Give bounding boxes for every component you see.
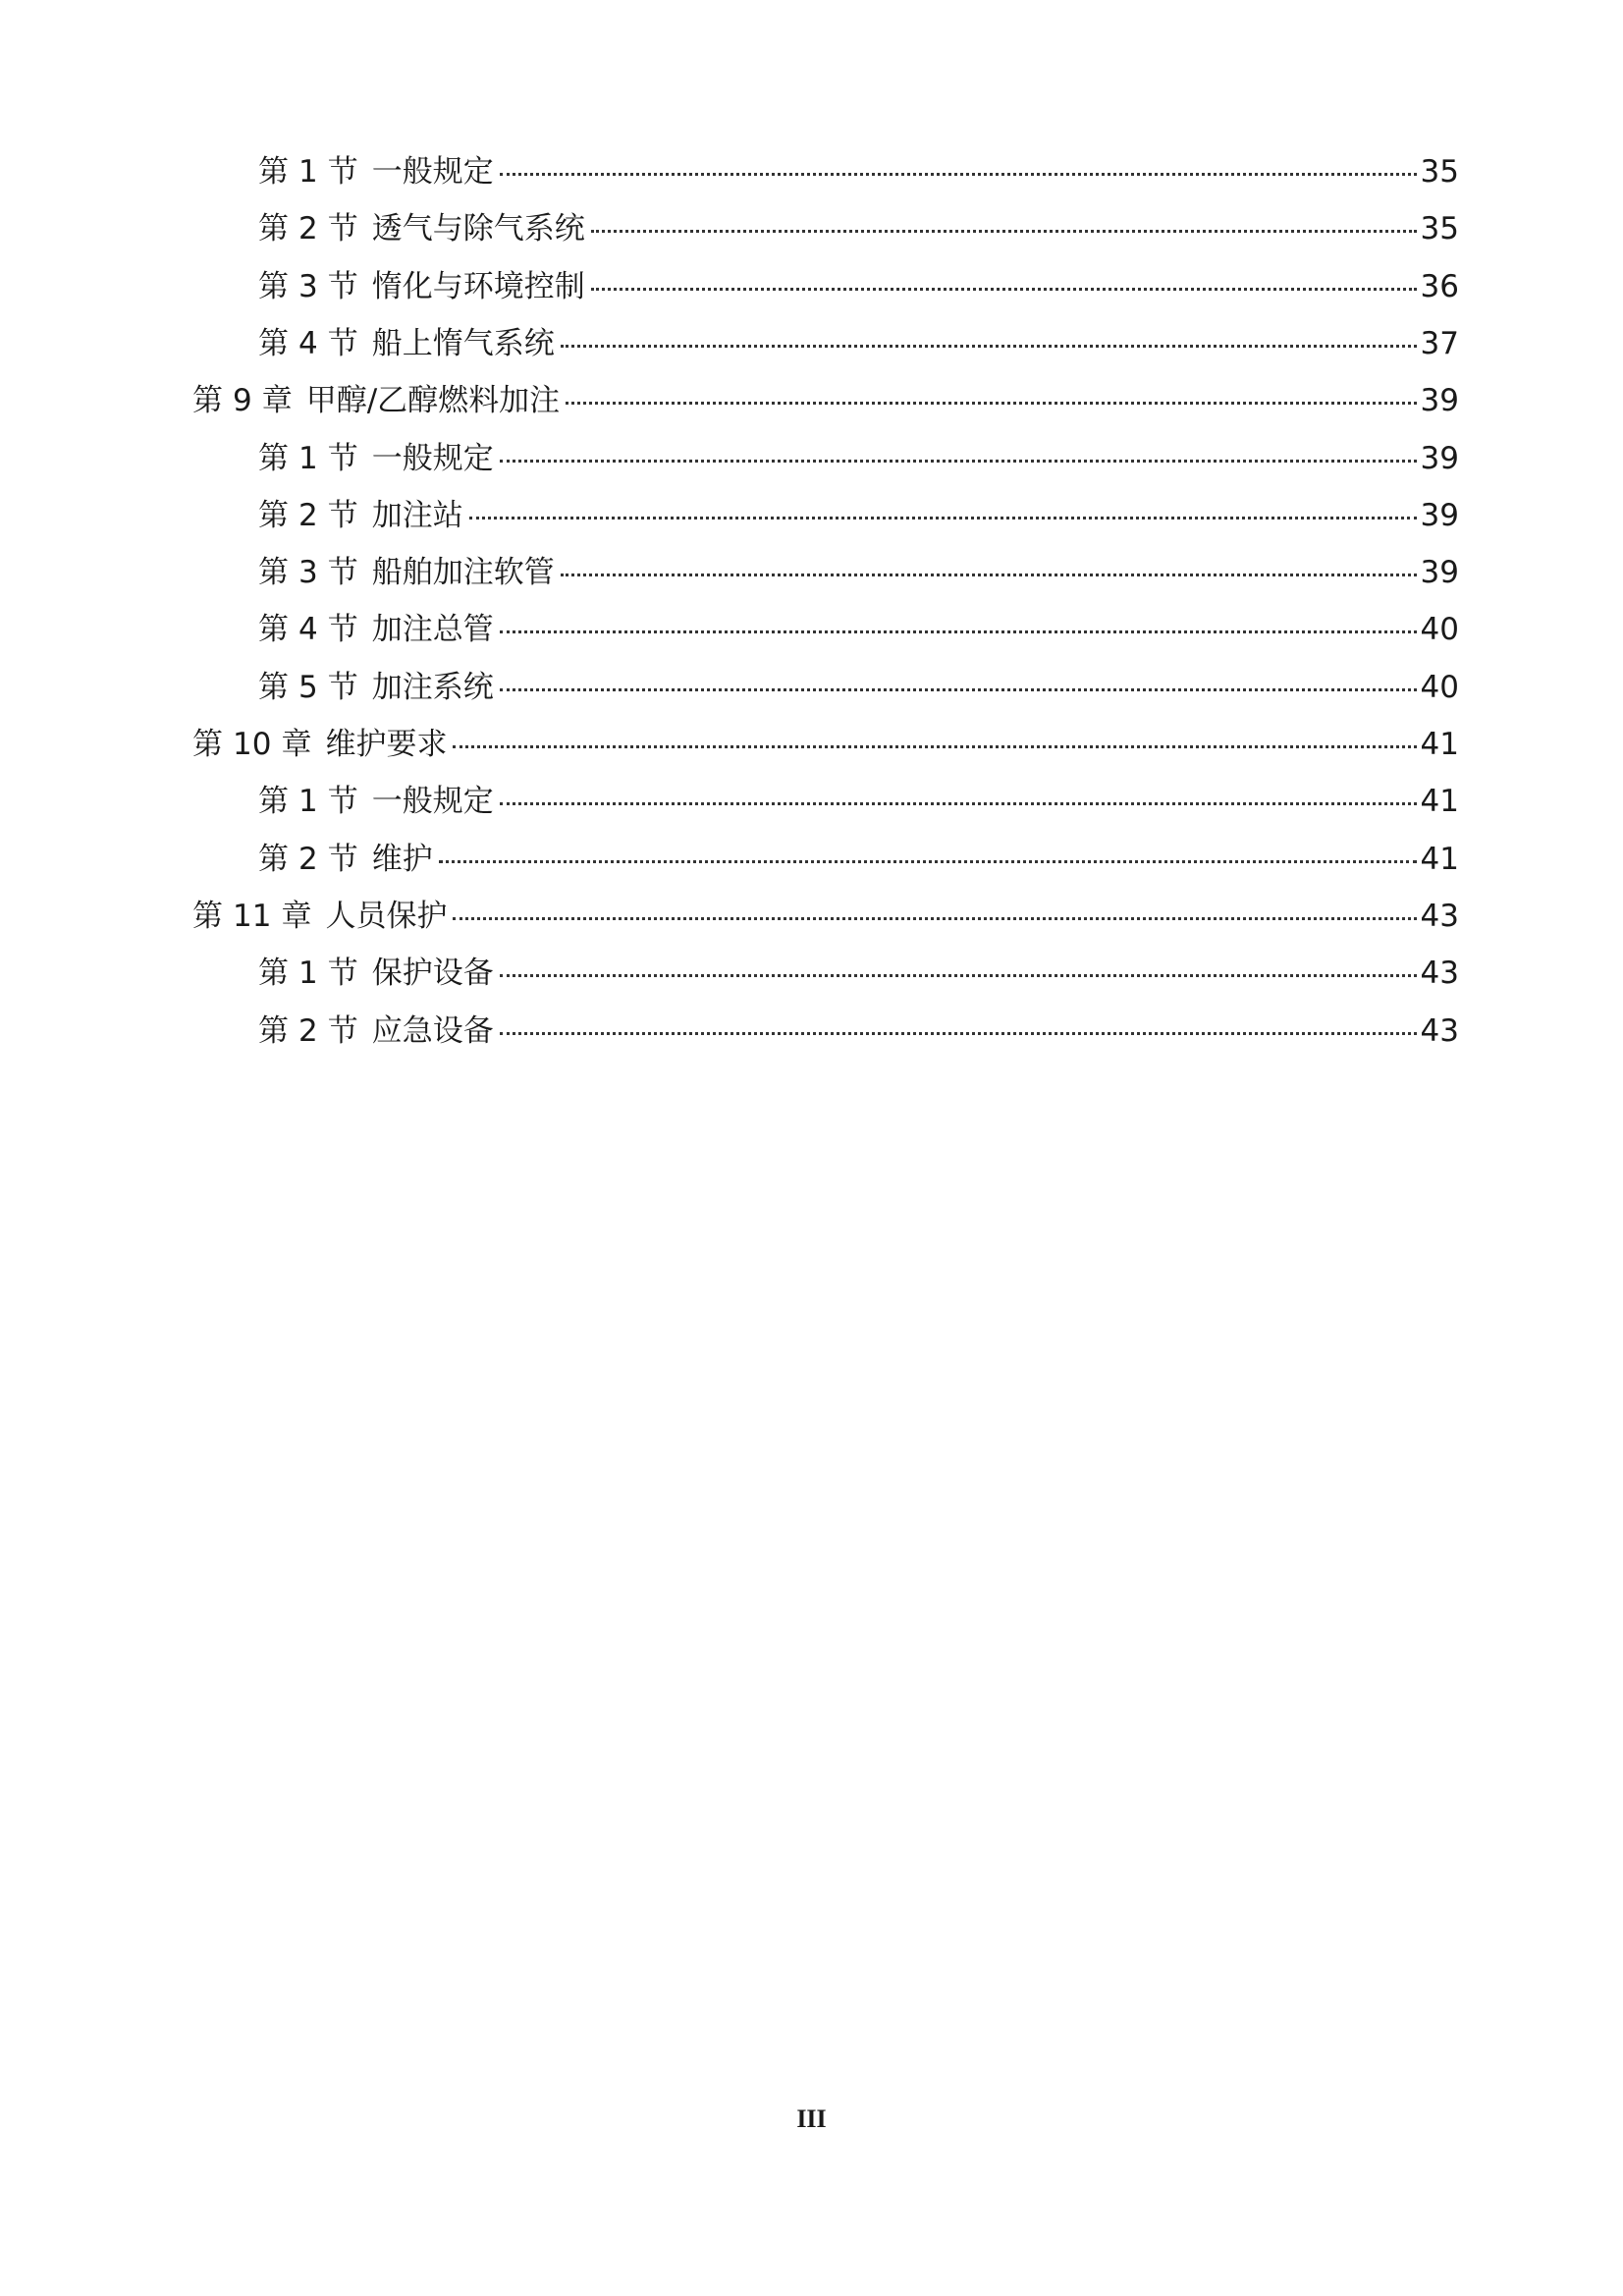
toc-entry-prefix: 第 [258, 441, 289, 476]
toc-section-entry[interactable] [258, 496, 1459, 535]
toc-entry-page: 41 [1420, 727, 1459, 762]
toc-entry-prefix: 第 [258, 555, 289, 590]
toc-entry-number: 3 [298, 269, 318, 304]
toc-entry-page: 36 [1420, 269, 1459, 304]
toc-entry-suffix: 节 [327, 1013, 358, 1049]
toc-entry-label [258, 840, 433, 879]
toc-dot-leader [500, 802, 1417, 805]
toc-entry-title: 惰化与环境控制 [371, 269, 585, 304]
toc-entry-number: 1 [298, 956, 318, 991]
toc-entry-title: 一般规定 [371, 441, 494, 476]
toc-entry-prefix: 第 [258, 269, 289, 304]
toc-entry-label [258, 496, 463, 535]
toc-entry-label [258, 553, 555, 592]
toc-dot-leader [469, 517, 1417, 519]
toc-entry-page: 41 [1420, 842, 1459, 877]
toc-section-entry[interactable] [258, 553, 1459, 592]
toc-entry-number: 2 [298, 211, 318, 246]
toc-chapter-entry[interactable] [192, 897, 1459, 936]
toc-entry-suffix: 章 [281, 899, 312, 934]
toc-entry-title: 保护设备 [371, 956, 494, 991]
toc-dot-leader [500, 1032, 1417, 1035]
toc-entry-suffix: 节 [327, 670, 358, 705]
toc-entry-number: 5 [298, 670, 318, 705]
toc-entry-page: 43 [1420, 899, 1459, 934]
toc-entry-label [258, 610, 494, 649]
toc-entry-label [258, 1011, 494, 1051]
toc-dot-leader [500, 460, 1417, 463]
toc-entry-label [258, 267, 585, 306]
toc-entry-suffix: 节 [327, 498, 358, 533]
toc-entry-label [192, 725, 447, 764]
toc-dot-leader [453, 745, 1416, 748]
toc-entry-prefix: 第 [258, 842, 289, 877]
toc-entry-page: 39 [1420, 555, 1459, 590]
toc-dot-leader [500, 974, 1417, 977]
toc-entry-suffix: 节 [327, 269, 358, 304]
toc-entry-title: 应急设备 [371, 1013, 494, 1049]
toc-section-entry[interactable] [258, 267, 1459, 306]
page-number: III [796, 2105, 827, 2133]
toc-entry-prefix: 第 [258, 326, 289, 361]
toc-section-entry[interactable] [258, 1011, 1459, 1051]
toc-entry-title: 一般规定 [371, 784, 494, 819]
toc-entry-suffix: 节 [327, 612, 358, 647]
toc-entry-suffix: 节 [327, 211, 358, 246]
toc-dot-leader [500, 630, 1417, 633]
toc-entry-prefix: 第 [192, 899, 223, 934]
toc-dot-leader [591, 230, 1417, 233]
toc-section-entry[interactable] [258, 668, 1459, 707]
toc-entry-label [258, 152, 494, 191]
toc-section-entry[interactable] [258, 209, 1459, 248]
toc-section-entry[interactable] [258, 324, 1459, 363]
toc-entry-prefix: 第 [258, 612, 289, 647]
toc-entry-label [192, 897, 447, 936]
toc-section-entry[interactable] [258, 439, 1459, 478]
toc-entry-number: 4 [298, 326, 318, 361]
toc-entry-page: 39 [1420, 498, 1459, 533]
toc-section-entry[interactable] [258, 152, 1459, 191]
toc-entry-number: 9 [233, 383, 252, 418]
toc-entry-number: 11 [233, 899, 272, 934]
toc-entry-suffix: 节 [327, 441, 358, 476]
toc-entry-prefix: 第 [258, 211, 289, 246]
toc-entry-title: 船上惰气系统 [371, 326, 555, 361]
toc-dot-leader [500, 173, 1417, 176]
toc-chapter-entry[interactable] [192, 381, 1459, 420]
toc-dot-leader [453, 917, 1416, 920]
toc-entry-prefix: 第 [258, 956, 289, 991]
toc-entry-label [258, 209, 585, 248]
toc-section-entry[interactable] [258, 954, 1459, 993]
toc-entry-number: 2 [298, 842, 318, 877]
toc-entry-suffix: 节 [327, 555, 358, 590]
toc-dot-leader [439, 860, 1417, 863]
toc-entry-page: 37 [1420, 326, 1459, 361]
toc-entry-title: 透气与除气系统 [371, 211, 585, 246]
toc-section-entry[interactable] [258, 610, 1459, 649]
toc-entry-prefix: 第 [258, 1013, 289, 1049]
toc-dot-leader [591, 288, 1417, 291]
toc-entry-suffix: 节 [327, 154, 358, 190]
toc-entry-title: 维护要求 [325, 727, 448, 762]
toc-entry-page: 41 [1420, 784, 1459, 819]
toc-entry-suffix: 章 [281, 727, 312, 762]
toc-entry-title: 维护 [371, 842, 433, 877]
toc-entry-title: 甲醇/乙醇燃料加注 [305, 383, 561, 418]
toc-entry-suffix: 章 [261, 383, 293, 418]
toc-section-entry[interactable] [258, 782, 1459, 821]
toc-entry-label [258, 439, 494, 478]
toc-entry-suffix: 节 [327, 784, 358, 819]
toc-entry-suffix: 节 [327, 326, 358, 361]
toc-entry-prefix: 第 [192, 727, 223, 762]
toc-entry-page: 39 [1420, 441, 1459, 476]
toc-entry-number: 2 [298, 1013, 318, 1049]
toc-chapter-entry[interactable] [192, 725, 1459, 764]
toc-entry-label [258, 324, 555, 363]
toc-entry-prefix: 第 [258, 784, 289, 819]
toc-dot-leader [561, 574, 1417, 576]
toc-entry-label [258, 954, 494, 993]
toc-entry-title: 加注站 [371, 498, 463, 533]
toc-entry-prefix: 第 [258, 670, 289, 705]
toc-entry-page: 43 [1420, 1013, 1459, 1049]
toc-entry-number: 1 [298, 441, 318, 476]
toc-entry-label [258, 782, 494, 821]
toc-entry-prefix: 第 [258, 154, 289, 190]
toc-entry-label [258, 668, 494, 707]
toc-entry-number: 4 [298, 612, 318, 647]
toc-entry-page: 35 [1420, 154, 1459, 190]
toc-entry-prefix: 第 [258, 498, 289, 533]
toc-entry-number: 1 [298, 154, 318, 190]
toc-entry-title: 船舶加注软管 [371, 555, 555, 590]
toc-entry-prefix: 第 [192, 383, 223, 418]
toc-entry-label [192, 381, 560, 420]
toc-dot-leader [566, 402, 1416, 405]
toc-entry-title: 加注总管 [371, 612, 494, 647]
toc-entry-title: 加注系统 [371, 670, 494, 705]
toc-entry-number: 3 [298, 555, 318, 590]
toc-entry-suffix: 节 [327, 842, 358, 877]
toc-entry-page: 43 [1420, 956, 1459, 991]
toc-entry-suffix: 节 [327, 956, 358, 991]
toc-entry-number: 2 [298, 498, 318, 533]
toc-dot-leader [500, 688, 1417, 691]
toc-dot-leader [561, 345, 1417, 348]
toc-entry-page: 39 [1420, 383, 1459, 418]
toc-entry-number: 10 [233, 727, 272, 762]
toc-entry-title: 人员保护 [325, 899, 448, 934]
toc-entry-title: 一般规定 [371, 154, 494, 190]
toc-entry-page: 35 [1420, 211, 1459, 246]
toc-entry-page: 40 [1420, 670, 1459, 705]
toc-section-entry[interactable] [258, 840, 1459, 879]
toc-entry-page: 40 [1420, 612, 1459, 647]
toc-entry-number: 1 [298, 784, 318, 819]
